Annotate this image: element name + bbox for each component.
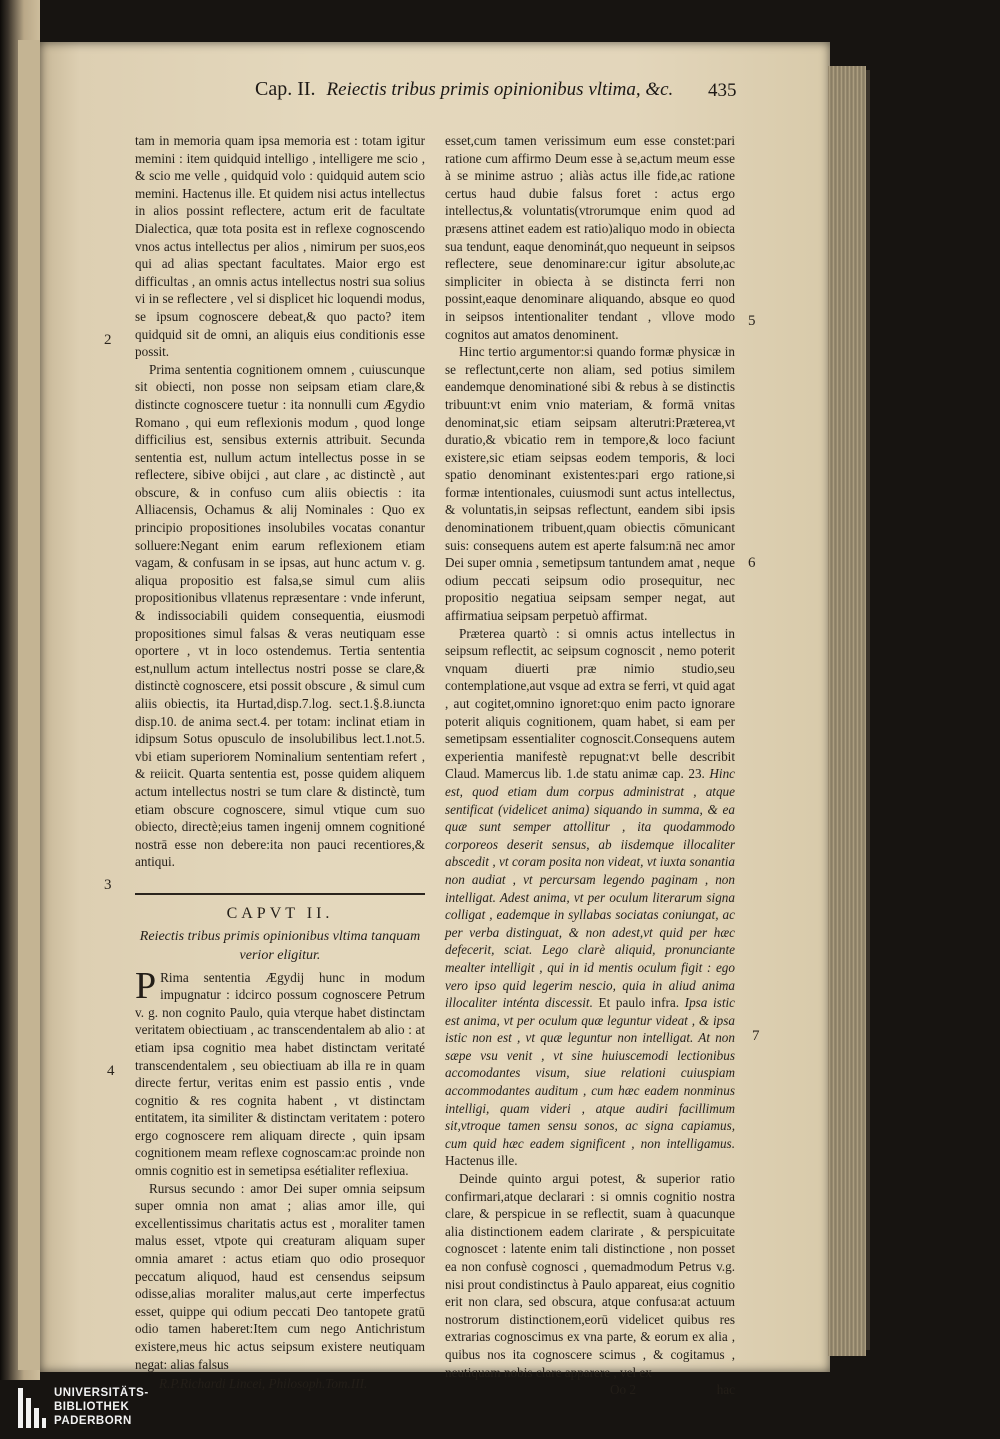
page-edges-shadow [866, 70, 870, 1350]
margin-number: 4 [107, 1063, 115, 1079]
margin-number: 3 [104, 877, 112, 893]
paragraph: Hinc tertio argumentor:si quando formæ physicæ in se reflectunt,certe non aliam, sed potius similem eandemque denominationé sibi & rebus à se distinctis tribuunt:vt enim vnio materiam, & formā vnitas denominat,sic etiam seipsam alterutri:Præterea,vt duratio,& vbicatio rem in tempore,& loco faciunt existere,sic etiam seipsas eodem temporis, & loci spatio denominant existentes:pari ergo ratione,si formæ intentionales, cuiusmodi sunt actus intellectus, & voluntatis,in seipsas reflectunt, eandem sibi ipsis denominationem tribuent,quam obiectis cōmunicant suis: consequens autem est aperte falsum:nā nec amor Dei super omnia , semetipsum tantundem amat , neque odium peccati seipsum odio prosequitur, nec propositio negatiua seipsam semper negat, aut affirmatiua seipsam perpetuò affirmat. [445, 344, 735, 624]
margin-number: 7 [752, 1028, 760, 1044]
book-footer: R.P.Richardi Lincei, Philosoph.Tom.III. [159, 1376, 368, 1392]
paragraph-text: Præterea quartò : si omnis actus intellectus in seipsum reflectit, ac seipsum cognoscit , nemo poterit vnquam diuerti præ nimio studio,seu contemplatione,aut vsque ad extra se ferri, vt quid agat , aut cogitet,omnino ignoret:quo enim pacto ignorare poterit aliquis cognitionem, quam habet, si eam per semetipsam essentialiter cognoscit.Consequens autem experientia manifestè repugnat:vt belle describit Claud. Mamercus lib. 1.de statu animæ cap. 23. [445, 625, 735, 782]
margin-number: 2 [104, 332, 112, 348]
library-logo-text [54, 1386, 214, 1428]
paragraph: esset,cum tamen verissimum eum esse constet:pari ratione cum affirmo Deum esse à se,actum meum esse à se minime astruo ; aliàs actus ille fide,ac ratione certus haud dubie falsus foret : actus ergo intellectus,& voluntatis(vtrorumque enim quod ad præsens attinet eadem est ratio)aliquo modo in obiecta sua tendunt, eaque denominát,quo nequeunt in seipsos reflectere, seue denominare:cur igitur absolute,ac simpliciter in obiecta à se distincta ferri non possint,eaque denominare aliquando, absque eo quod in seipsos intentionaliter tendant , vllove modo cognitos aut amatos denominent. [445, 133, 735, 342]
paragraph: Rursus secundo : amor Dei super omnia seipsum super omnia non amat ; alias amor ille, qui excellentissimus charitatis actus est , moraliter tamen malus esset, vtpote qui creaturam aliquam super omnia amaret : actus etiam quo odio prosequor peccatum aliquod, haud est censendus seipsum odisse,alias moraliter malus,aut certe imperfectus esset, quippe qui odium peccati Deo tantopete gratū odio tamen haberet:Item cum nego Antichristum existere,meus hic actus seipsum existere neutiquam negat: alias falsus [135, 1180, 425, 1372]
logo-line: BIBLIOTHEK [54, 1401, 130, 1413]
catchword: hac [716, 1382, 735, 1398]
paragraph [135, 964, 425, 1180]
quotation: Hinc est, quod etiam dum corpus administrat , atque sentificat (videlicet anima) siquando in summa, & ea quæ sunt semper attollitur , ita quodammodo corporeos deserit sensus, ab iisdemque illocaliter abscedit , vt coram posita non videat, vt iuxta sonantia non audiat , vt percursam legendo paginam , non intelligat. Adest anima, vt per oculum literarum signa colligat , eademque in syllabas sociatas coniungat, ac per verba distinguat, & non adest,vt quid per hæc defecerit, sciat. Lego clarè aliquid, pronunciante mealter intelligit , qui in id mentis oculum figit : ego vero ipso quid legerim nescio, quia in aliud anima illocaliter inténta discessit. [445, 766, 736, 1011]
left-column [135, 132, 425, 1393]
library-logo-icon [18, 1388, 46, 1428]
signature-mark: Oo 2 [610, 1382, 637, 1398]
facing-page-edge [18, 40, 40, 1370]
drop-initial: P [135, 964, 157, 1007]
chapter-title: Reiectis tribus primis opinionibus vltima, &c. [326, 79, 674, 100]
paragraph: Deinde quinto argui potest, & superior ratio confirmari,atque declarari : si omnis cognitio nostra clare, & perspicue in se reflectit, suam à quacunque alia distinctionem eadem clarirate , & perspicuitate cognoscet : latente enim tali distinctione , non posset ea non confusè cognosci , quemadmodum Petrus v.g. nisi prout condistinctus à Paulo appareat, eius cognitio erit non clara, sed obscura, atque confusa:at actuum nostrorum distinctionem,eorū videlicet quibus res extrarias cognoscimus ex vna parte, & eorum ex alia , quibus nos ita cognoscere scimus , & cogitamus , neutiquam nobis clare apparere , vel ex [445, 1171, 735, 1380]
logo-line: UNIVERSITÄTS- [54, 1387, 149, 1399]
paragraph: tam in memoria quam ipsa memoria est : totam igitur memini : item quidquid intelligo , intelligere me scio , & scio me velle , quidquid volo : quidquid autem scio memini. Hactenus ille. Et quidem nisi actus intellectus in alios possint reflectere, actum erit de facultate Dialectica, quæ tota posita est in reflexe cognoscendo vnos actus intellectus per alios , nimirum per suos,eos qui ad alias spectant facultates. Maior ergo est difficultas , an omnis actus intellectus nostri sua solius vi in se reflectere , vel si displicet hic loquendi modus, se ipsum cognoscere debeat,& quo pacto? item quidquid sit de omni, an aliquis eius conditionis esse possit. [135, 133, 425, 360]
paragraph-text: Et paulo infra. [598, 995, 680, 1011]
paragraph-text: Rima sententia Ægydij hunc in modum impugnatur : idcirco possum cognoscere Petrum v. g. non cognito Paulo, quia vterque habet distinctam veritatem obiectiuam , ac transcendentalem ab alio : at etiam ipsa cognitio mea habet distinctam veritaté transcendentalem , seu obiectiuam ab illa re in quam directe fertur, veritas enim est passio entis , vnde cognitio & res cognita habent , vt distinctam entitatem, ita similiter & distinctam veritatem : potero ergo cognoscere rem aliquam directe , quin ipsam cognitionem meam reflexe cognoscam:ac proinde non omnis cognitio est in semetipsa esétialiter reflexiua. [135, 969, 425, 1179]
page-number: 435 [708, 80, 737, 101]
right-column [445, 132, 735, 1399]
section-rule [135, 893, 425, 895]
chapter-label: Cap. II. [255, 78, 316, 100]
margin-number: 5 [748, 313, 756, 329]
quotation: Ipsa istic est anima, vt per oculum quæ leguntur videat , & ipsa istic non est , vt quæ leguntur non intelligat. At non sæpe vsu venit , vt sine huiuscemodi lectionibus accomodantes visum, siue relationi cuiuspiam accommodantes auditum , cum hæc eadem nonminus intelligi, quam videri , atque audiri facillimum sit,vtroque tamen sensu sonos, ac signa capiamus, cum quid hæc eadem significent , non intelligamus. [445, 995, 735, 1151]
page-edges [828, 66, 866, 1356]
margin-number: 6 [748, 555, 756, 571]
section-heading: CAPVT II. [226, 904, 334, 922]
page-footer [445, 1381, 735, 1399]
paragraph [445, 625, 735, 1170]
paragraph: Prima sententia cognitionem omnem , cuiuscunque sit obiecti, non posse non seipsam etiam clare,& distincte cognoscere tuetur : ita nonnulli cum Ægydio Romano , qui eum reflexionis modum , quod longe difficilius est, sensibus externis attribuit. Secunda sententia est, nullum actum intellectus posse in se reflectere, sibive obijci , aut clare , ac distinctè , aut obscure, & in confuso cum aliis obiectis : ita Alliacensis, Ochamus & alij Nominales : Quo ex principio propositiones insolubiles vocatas conantur solluere:Negant enim earum reflexionem etiam vagam, & confusam in se ipsas, aut hunc actum v. g. aliqua propositio est falsa,se simul cum aliis propositionibus vllatenus repræsentare : vnde inferunt, & indissociabili quidem consequentia, eiusmodi propositiones simul falsas & veras neutiquam esse oportere , vt in loco ostendemus. Tertia sententia est,nullum actum intellectus nostri posse se clare,& distinctè cognoscere, etsi possit obscure , & simul cum aliis obiectis, ita Hurtad,disp.7.log. sect.1.§.8.iuncta disp.10. de anima sect.4. per totam: inclinat etiam in idipsum Sotus opusculo de insolubilibus lect.1.not.5. vbi etiam superiorem Nominalium sententiam refert , & reiicit. Quarta sententia est, posse quidem aliquem actum intellectus nostri se tum clare & distinctè, tum etiam obscure cognoscere, simul vtique cum suo obiecto, directè;eius tamen ingenij omnem cognitioné nostrā esse non debere:ita non pauci recentiores,& antiqui. [135, 361, 425, 870]
section-subtitle: Reiectis tribus primis opinionibus vltima tanquam verior eligitur. [139, 928, 421, 963]
running-header [255, 78, 745, 101]
paragraph-text: Hactenus ille. [445, 1153, 518, 1169]
logo-line: PADERBORN [54, 1415, 132, 1427]
